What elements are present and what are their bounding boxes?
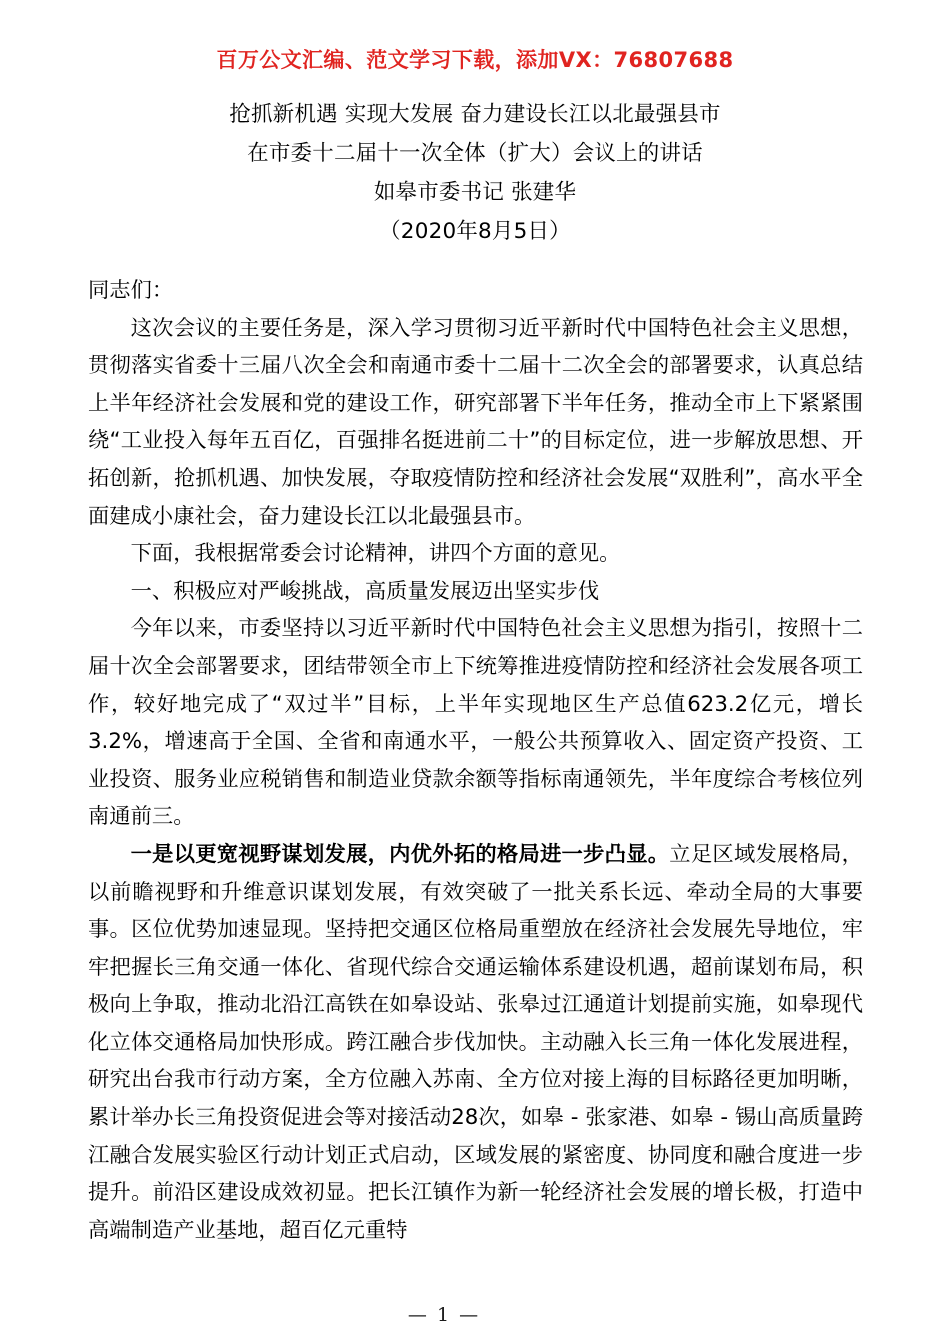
- promo-banner-text: 百万公文汇编、范文学习下载，添加VX：76807688: [216, 48, 734, 72]
- salutation-line: 同志们：: [88, 278, 174, 303]
- document-title-sub: 在市委十二届十一次全体（扩大）会议上的讲话: [247, 141, 703, 166]
- title-block: [0, 95, 950, 251]
- paragraph-intro: 这次会议的主要任务是，深入学习贯彻习近平新时代中国特色社会主义思想，贯彻落实省委十三届八次全会和南通市委十二届十二次全会的部署要求，认真总结上半年经济社会发展和党的建设工作，研究部署下半年任务，推动全市上下紧紧围绕“工业投入每年五百亿，百强排名挺进前二十”的目标定位，进一步解放思想、开拓创新，抢抓机遇、加快发展，夺取疫情防控和经济社会发展“双胜利”，高水平全面建成小康社会，奋力建设长江以北最强县市。: [88, 315, 863, 529]
- paragraph-point-one: [88, 836, 863, 1250]
- page-footer: [0, 1304, 950, 1326]
- point-one-lead-in: 一是以更宽视野谋划发展，内优外拓的格局进一步凸显。: [130, 841, 670, 867]
- paragraph-transition: 下面，我根据常委会讨论精神，讲四个方面的意见。: [130, 541, 621, 567]
- section-heading-one: 一、积极应对严峻挑战，高质量发展迈出坚实步伐: [130, 578, 600, 604]
- document-body: [88, 272, 863, 1249]
- document-author: 如皋市委书记 张建华: [373, 180, 577, 205]
- document-date: （2020年8月5日）: [379, 219, 571, 244]
- point-one-body: 立足区域发展格局，以前瞻视野和升维意识谋划发展，有效突破了一批关系长远、牵动全局的大事要事。区位优势加速显现。坚持把交通区位格局重塑放在经济社会发展先导地位，牢牢把握长三角交通一体化、省现代综合交通运输体系建设机遇，超前谋划布局，积极向上争取，推动北沿江高铁在如皋设站、张皋过江通道计划提前实施，如皋现代化立体交通格局加快形成。跨江融合步伐加快。主动融入长三角一体化发展进程，研究出台我市行动方案，全方位融入苏南、全方位对接上海的目标路径更加明晰，累计举办长三角投资促进会等对接活动28次，如皋 - 张家港、如皋 - 锡山高质量跨江融合发展实验区行动计划正式启动，区域发展的紧密度、协同度和融合度进一步提升。前沿区建设成效初显。把长江镇作为新一轮经济社会发展的增长极，打造中高端制造产业基地，超百亿元重特: [88, 841, 863, 1243]
- document-title-main: 抢抓新机遇 实现大发展 奋力建设长江以北最强县市: [229, 102, 721, 127]
- paragraph-overview: 今年以来，市委坚持以习近平新时代中国特色社会主义思想为指引，按照十二届十次全会部署要求，团结带领全市上下统筹推进疫情防控和经济社会发展各项工作，较好地完成了“双过半”目标，上半年实现地区生产总值623.2亿元，增长3.2%，增速高于全国、全省和南通水平，一般公共预算收入、固定资产投资、工业投资、服务业应税销售和制造业贷款余额等指标南通领先，半年度综合考核位列南通前三。: [88, 616, 863, 830]
- page-number: — 1 —: [407, 1304, 481, 1326]
